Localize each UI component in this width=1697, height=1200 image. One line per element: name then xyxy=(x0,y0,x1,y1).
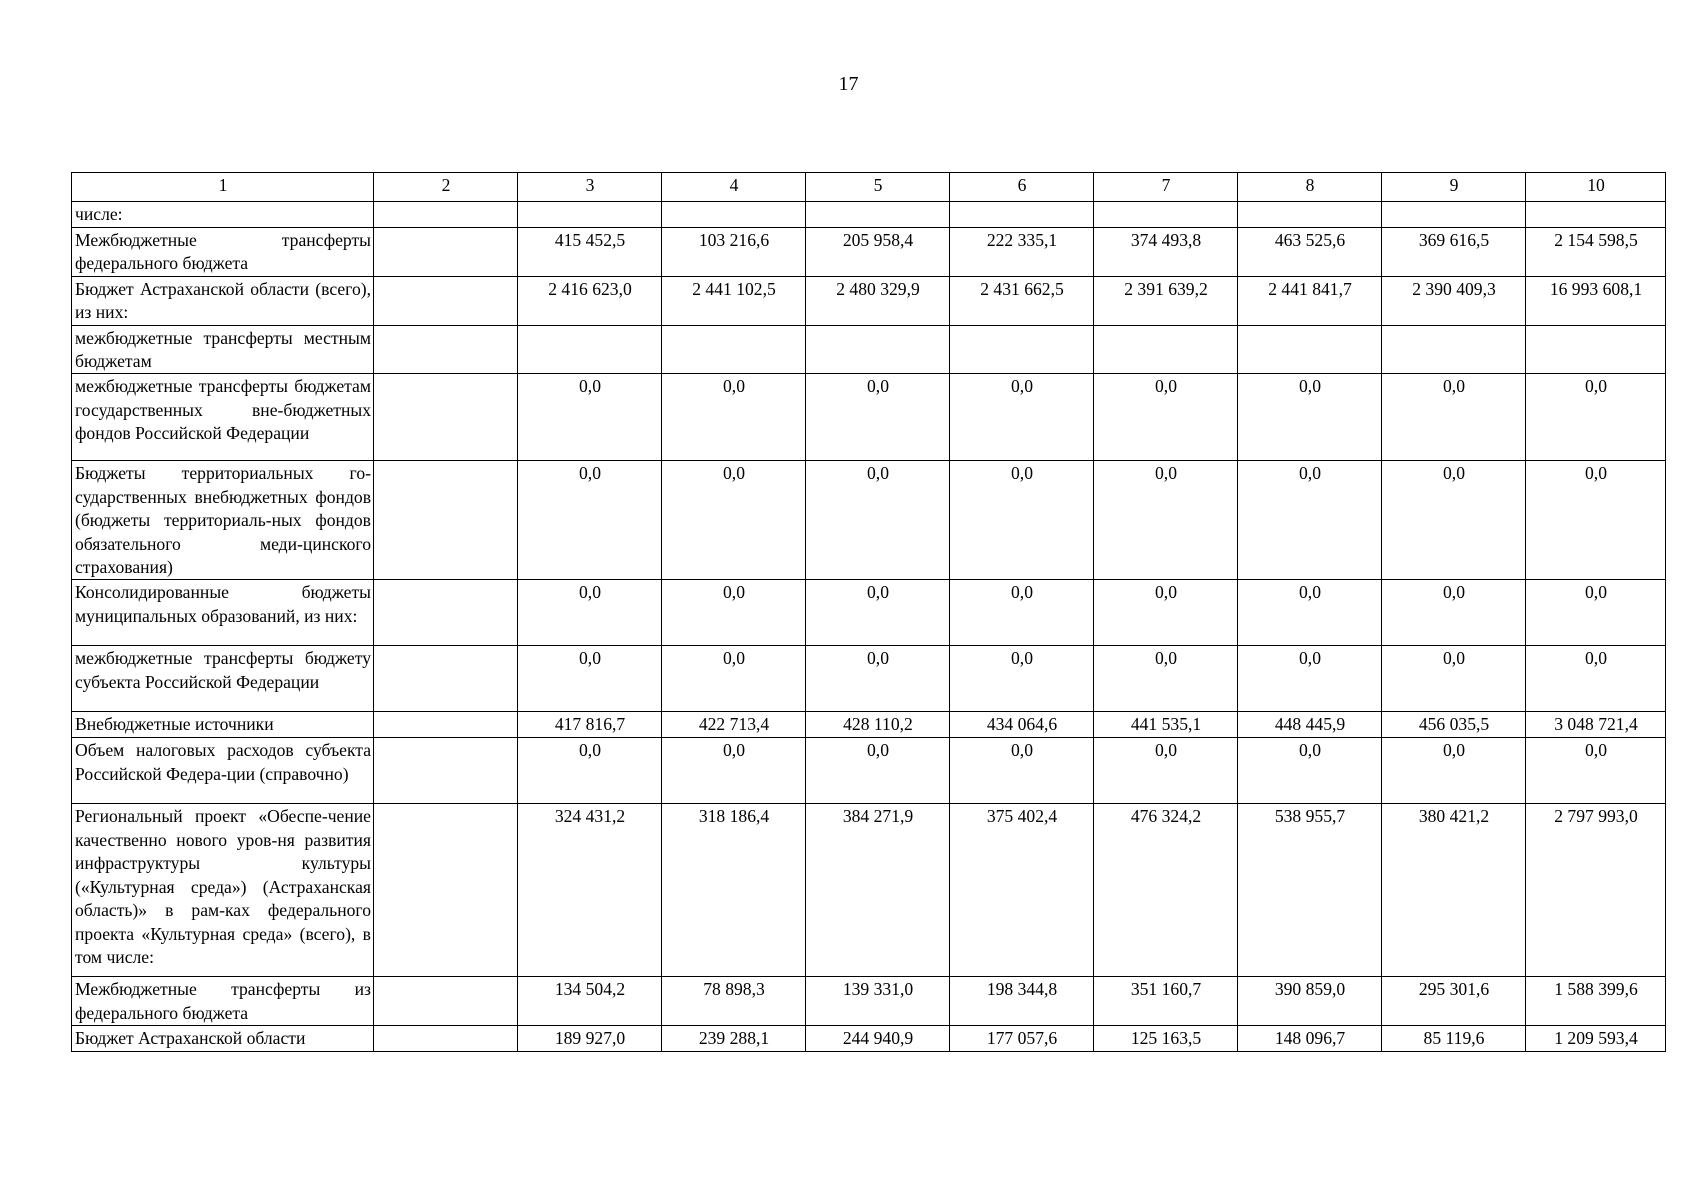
value-cell: 125 163,5 xyxy=(1094,1026,1238,1051)
row-col2-cell xyxy=(374,461,518,580)
value-cell: 0,0 xyxy=(1382,580,1526,646)
value-cell: 295 301,6 xyxy=(1382,977,1526,1026)
value-cell: 0,0 xyxy=(806,646,950,712)
value-cell: 0,0 xyxy=(950,646,1094,712)
row-col2-cell xyxy=(374,580,518,646)
value-cell: 78 898,3 xyxy=(662,977,806,1026)
row-label: Межбюджетные трансферты федерального бюджета xyxy=(72,228,374,277)
table-row xyxy=(72,325,1666,374)
value-cell xyxy=(1094,325,1238,374)
table-row xyxy=(72,712,1666,738)
value-cell: 2 441 102,5 xyxy=(662,276,806,325)
value-cell: 2 390 409,3 xyxy=(1382,276,1526,325)
value-cell: 0,0 xyxy=(1382,461,1526,580)
value-cell xyxy=(518,325,662,374)
value-cell: 2 480 329,9 xyxy=(806,276,950,325)
row-col2-cell xyxy=(374,804,518,977)
table-row xyxy=(72,276,1666,325)
value-cell: 0,0 xyxy=(950,738,1094,804)
value-cell: 318 186,4 xyxy=(662,804,806,977)
header-cell: 8 xyxy=(1238,173,1382,202)
value-cell: 374 493,8 xyxy=(1094,228,1238,277)
row-col2-cell xyxy=(374,202,518,228)
value-cell: 0,0 xyxy=(806,374,950,461)
value-cell: 0,0 xyxy=(662,580,806,646)
table-row xyxy=(72,228,1666,277)
row-label: Региональный проект «Обеспе-чение качественно нового уров-ня развития инфраструктуры культуры («Культурная среда») (Астраханская область)» в рам-ках федерального проекта «Культурная среда» (всего), в том числе: xyxy=(72,804,374,977)
value-cell: 103 216,6 xyxy=(662,228,806,277)
row-col2-cell xyxy=(374,1026,518,1051)
value-cell: 1 588 399,6 xyxy=(1526,977,1666,1026)
row-label: Межбюджетные трансферты из федерального бюджета xyxy=(72,977,374,1026)
value-cell: 2 441 841,7 xyxy=(1238,276,1382,325)
row-label: Объем налоговых расходов субъекта Российской Федера-ции (справочно) xyxy=(72,738,374,804)
value-cell xyxy=(1094,202,1238,228)
value-cell: 0,0 xyxy=(1526,374,1666,461)
value-cell: 0,0 xyxy=(1526,461,1666,580)
value-cell: 434 064,6 xyxy=(950,712,1094,738)
row-col2-cell xyxy=(374,228,518,277)
value-cell xyxy=(1526,325,1666,374)
value-cell: 0,0 xyxy=(1526,580,1666,646)
value-cell: 0,0 xyxy=(1382,374,1526,461)
value-cell: 0,0 xyxy=(806,580,950,646)
value-cell: 0,0 xyxy=(1526,646,1666,712)
value-cell: 0,0 xyxy=(1094,580,1238,646)
row-label: Бюджет Астраханской области (всего), из них: xyxy=(72,276,374,325)
header-cell: 7 xyxy=(1094,173,1238,202)
value-cell: 85 119,6 xyxy=(1382,1026,1526,1051)
value-cell xyxy=(518,202,662,228)
value-cell: 0,0 xyxy=(1094,374,1238,461)
value-cell: 0,0 xyxy=(1094,646,1238,712)
page-number: 17 xyxy=(838,73,859,95)
value-cell xyxy=(662,325,806,374)
table-row xyxy=(72,738,1666,804)
row-label: межбюджетные трансферты местным бюджетам xyxy=(72,325,374,374)
value-cell: 16 993 608,1 xyxy=(1526,276,1666,325)
value-cell xyxy=(950,202,1094,228)
row-label: Внебюджетные источники xyxy=(72,712,374,738)
value-cell xyxy=(950,325,1094,374)
value-cell: 415 452,5 xyxy=(518,228,662,277)
value-cell: 463 525,6 xyxy=(1238,228,1382,277)
row-col2-cell xyxy=(374,977,518,1026)
value-cell: 422 713,4 xyxy=(662,712,806,738)
header-cell: 10 xyxy=(1526,173,1666,202)
value-cell: 351 160,7 xyxy=(1094,977,1238,1026)
header-cell: 4 xyxy=(662,173,806,202)
value-cell: 0,0 xyxy=(1094,461,1238,580)
value-cell: 0,0 xyxy=(662,374,806,461)
value-cell: 0,0 xyxy=(662,738,806,804)
value-cell: 0,0 xyxy=(950,461,1094,580)
header-cell: 1 xyxy=(72,173,374,202)
value-cell xyxy=(1382,202,1526,228)
value-cell: 198 344,8 xyxy=(950,977,1094,1026)
row-label: числе: xyxy=(72,202,374,228)
table-row xyxy=(72,202,1666,228)
value-cell: 177 057,6 xyxy=(950,1026,1094,1051)
value-cell xyxy=(1382,325,1526,374)
value-cell xyxy=(1526,202,1666,228)
value-cell: 3 048 721,4 xyxy=(1526,712,1666,738)
value-cell: 375 402,4 xyxy=(950,804,1094,977)
value-cell: 2 416 623,0 xyxy=(518,276,662,325)
value-cell: 384 271,9 xyxy=(806,804,950,977)
budget-table xyxy=(71,172,1666,1052)
value-cell: 0,0 xyxy=(662,461,806,580)
value-cell: 239 288,1 xyxy=(662,1026,806,1051)
table-row xyxy=(72,1026,1666,1051)
header-cell: 6 xyxy=(950,173,1094,202)
row-col2-cell xyxy=(374,738,518,804)
value-cell: 189 927,0 xyxy=(518,1026,662,1051)
value-cell: 2 797 993,0 xyxy=(1526,804,1666,977)
value-cell: 2 154 598,5 xyxy=(1526,228,1666,277)
row-label: Бюджеты территориальных го-сударственных внебюджетных фондов (бюджеты территориаль-ных фондов обязательного меди-цинского страхования) xyxy=(72,461,374,580)
table-body xyxy=(72,202,1666,1052)
row-col2-cell xyxy=(374,276,518,325)
value-cell: 2 391 639,2 xyxy=(1094,276,1238,325)
value-cell: 538 955,7 xyxy=(1238,804,1382,977)
value-cell: 0,0 xyxy=(806,738,950,804)
value-cell xyxy=(1238,325,1382,374)
value-cell: 0,0 xyxy=(1094,738,1238,804)
value-cell: 222 335,1 xyxy=(950,228,1094,277)
row-label: межбюджетные трансферты бюджету субъекта Российской Федерации xyxy=(72,646,374,712)
value-cell: 0,0 xyxy=(518,580,662,646)
value-cell: 0,0 xyxy=(950,374,1094,461)
header-cell: 2 xyxy=(374,173,518,202)
row-col2-cell xyxy=(374,646,518,712)
value-cell: 0,0 xyxy=(1238,646,1382,712)
value-cell: 1 209 593,4 xyxy=(1526,1026,1666,1051)
value-cell xyxy=(1238,202,1382,228)
value-cell: 244 940,9 xyxy=(806,1026,950,1051)
value-cell: 380 421,2 xyxy=(1382,804,1526,977)
header-cell: 5 xyxy=(806,173,950,202)
row-label: межбюджетные трансферты бюджетам государственных вне-бюджетных фондов Российской Федерации xyxy=(72,374,374,461)
value-cell: 448 445,9 xyxy=(1238,712,1382,738)
value-cell: 0,0 xyxy=(1382,646,1526,712)
value-cell: 417 816,7 xyxy=(518,712,662,738)
value-cell: 0,0 xyxy=(1238,738,1382,804)
value-cell: 369 616,5 xyxy=(1382,228,1526,277)
value-cell: 0,0 xyxy=(1526,738,1666,804)
row-col2-cell xyxy=(374,712,518,738)
value-cell: 0,0 xyxy=(518,738,662,804)
table-row xyxy=(72,374,1666,461)
row-col2-cell xyxy=(374,325,518,374)
table-row xyxy=(72,977,1666,1026)
value-cell: 0,0 xyxy=(950,580,1094,646)
value-cell: 476 324,2 xyxy=(1094,804,1238,977)
header-cell: 3 xyxy=(518,173,662,202)
value-cell: 0,0 xyxy=(1238,374,1382,461)
value-cell: 0,0 xyxy=(662,646,806,712)
value-cell: 0,0 xyxy=(518,374,662,461)
value-cell: 2 431 662,5 xyxy=(950,276,1094,325)
table-row xyxy=(72,580,1666,646)
value-cell: 134 504,2 xyxy=(518,977,662,1026)
value-cell: 0,0 xyxy=(518,646,662,712)
row-label: Консолидированные бюджеты муниципальных образований, из них: xyxy=(72,580,374,646)
value-cell: 324 431,2 xyxy=(518,804,662,977)
value-cell: 390 859,0 xyxy=(1238,977,1382,1026)
value-cell: 428 110,2 xyxy=(806,712,950,738)
value-cell xyxy=(806,202,950,228)
row-label: Бюджет Астраханской области xyxy=(72,1026,374,1051)
value-cell: 0,0 xyxy=(518,461,662,580)
table-row xyxy=(72,646,1666,712)
table-header-row xyxy=(72,173,1666,202)
value-cell: 205 958,4 xyxy=(806,228,950,277)
row-col2-cell xyxy=(374,374,518,461)
value-cell xyxy=(806,325,950,374)
value-cell: 0,0 xyxy=(806,461,950,580)
table-row xyxy=(72,804,1666,977)
value-cell: 456 035,5 xyxy=(1382,712,1526,738)
header-cell: 9 xyxy=(1382,173,1526,202)
value-cell: 139 331,0 xyxy=(806,977,950,1026)
value-cell: 441 535,1 xyxy=(1094,712,1238,738)
value-cell: 0,0 xyxy=(1238,580,1382,646)
value-cell: 0,0 xyxy=(1382,738,1526,804)
value-cell: 148 096,7 xyxy=(1238,1026,1382,1051)
value-cell: 0,0 xyxy=(1238,461,1382,580)
table-row xyxy=(72,461,1666,580)
value-cell xyxy=(662,202,806,228)
